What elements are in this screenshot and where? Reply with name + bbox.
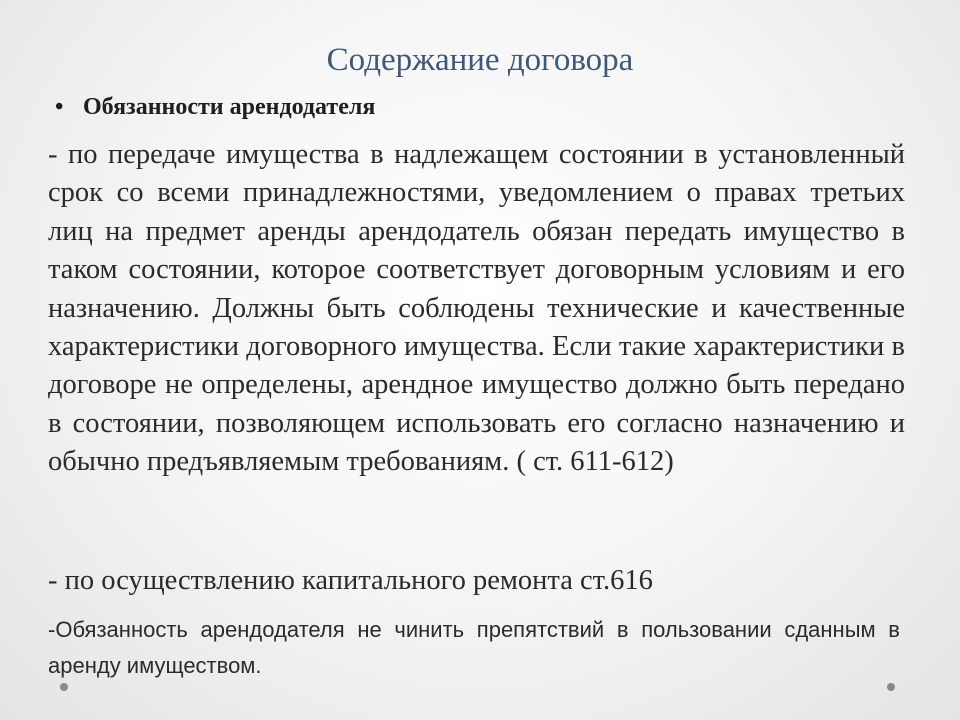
paragraph-capital-repair: - по осуществлению капитального ремонта ст.616 — [48, 565, 653, 596]
bullet-marker: • — [55, 94, 64, 120]
paragraph-no-obstacles: -Обязанность арендодателя не чинить препятствий в пользовании сданным в аренду имуществом. — [48, 617, 900, 678]
slide-title: Содержание договора — [326, 42, 634, 78]
bullet-heading: Обязанности арендодателя — [83, 94, 376, 120]
paragraph-transfer-obligation: - по передаче имущества в надлежащем состоянии в установленный срок со всеми принадлежностями, уведомлением о правах третьих лиц на предмет аренды арендодатель обязан передать имущество в таком состоянии, которое соответствует договорным условиям и его назначению. Должны быть соблюдены технические и качественные характеристики договорного имущества. Если такие характеристики в договоре не определены, арендное имущество должно быть передано в состоянии, позволяющем использовать его согласно назначению и обычно предъявляемым требованиям. ( ст. 611-612) — [48, 139, 905, 478]
corner-dot-left — [60, 683, 68, 691]
corner-dot-right — [887, 683, 895, 691]
bullet-heading-row — [55, 90, 915, 124]
